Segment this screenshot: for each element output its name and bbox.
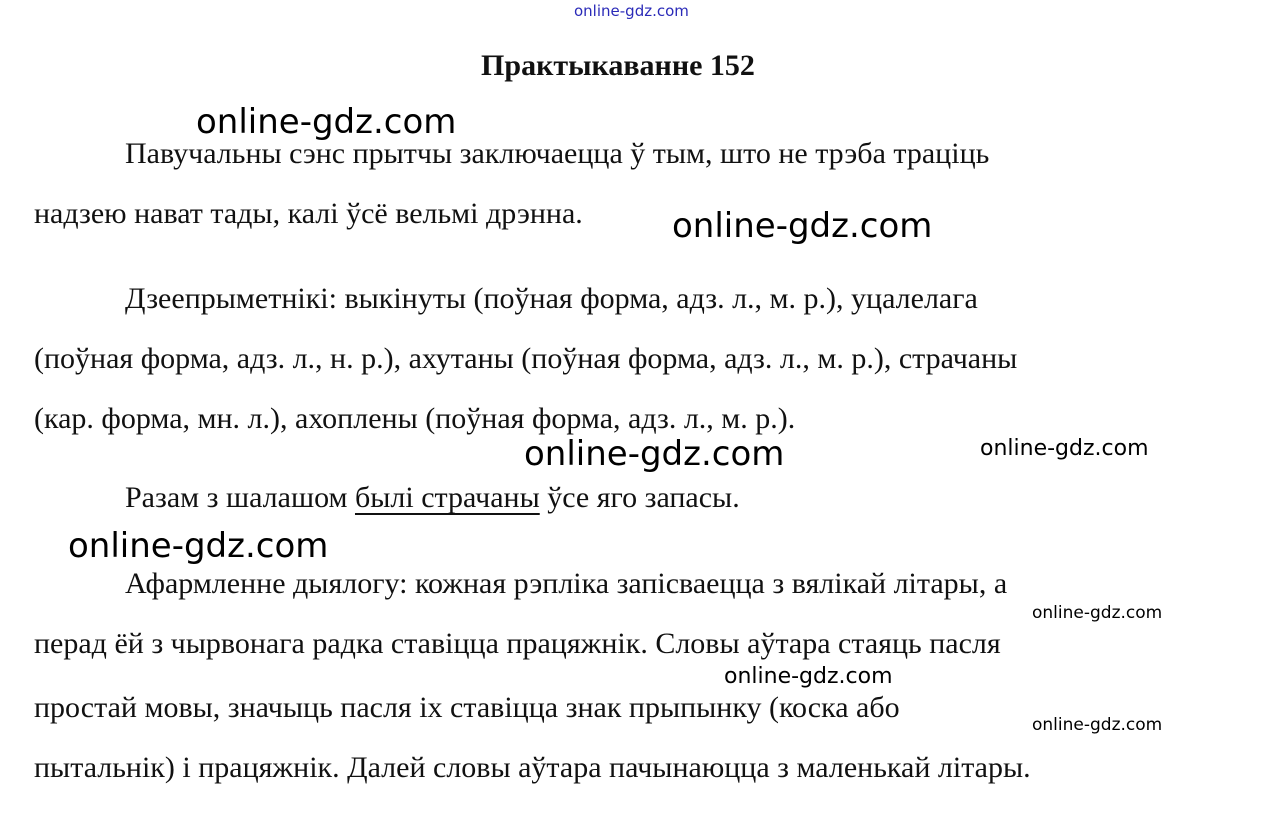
underlined-predicate: былі страчаны: [354, 481, 540, 514]
watermark-7: online-gdz.com: [724, 664, 893, 689]
paragraph-4-line-2: перад ёй з чырвонага радка ставіцца працяжнік. Словы аўтара стаяць пасля: [34, 627, 1001, 660]
paragraph-3-before: Разам з шалашом: [125, 481, 355, 514]
watermark-2: online-gdz.com: [672, 206, 933, 246]
paragraph-3: [125, 480, 740, 516]
paragraph-3-after: ўсе яго запасы.: [539, 481, 740, 514]
paragraph-4-line-1: Афармленне дыялогу: кожная рэпліка запісваецца з вялікай літары, а: [125, 567, 1008, 600]
page-title: Практыкаванне 152: [481, 49, 755, 82]
paragraph-2-line-3: (кар. форма, мн. л.), ахоплены (поўная форма, адз. л., м. р.).: [34, 402, 796, 435]
paragraph-4-line-3: простай мовы, значыць пасля іх ставіцца знак прыпынку (коска або: [34, 691, 900, 724]
paragraph-1-line-2: надзею нават тады, калі ўсё вельмі дрэнна.: [34, 197, 583, 230]
watermark-8: online-gdz.com: [1032, 715, 1163, 735]
paragraph-1-line-1: Павучальны сэнс прытчы заключаецца ў тым, што не трэба траціць: [125, 137, 990, 170]
watermark-4: online-gdz.com: [524, 434, 785, 474]
watermark-5: online-gdz.com: [68, 526, 329, 566]
top-watermark: online-gdz.com: [574, 2, 689, 20]
watermark-6: online-gdz.com: [1032, 603, 1163, 623]
paragraph-2-line-2: (поўная форма, адз. л., н. р.), ахутаны (поўная форма, адз. л., м. р.), страчаны: [34, 342, 1018, 375]
paragraph-2-line-1: Дзеепрыметнікі: выкінуты (поўная форма, адз. л., м. р.), уцалелага: [125, 282, 978, 315]
watermark-1: online-gdz.com: [196, 102, 457, 142]
watermark-3: online-gdz.com: [980, 436, 1149, 461]
paragraph-4-line-4: пытальнік) і працяжнік. Далей словы аўтара пачынаюцца з маленькай літары.: [34, 751, 1031, 784]
